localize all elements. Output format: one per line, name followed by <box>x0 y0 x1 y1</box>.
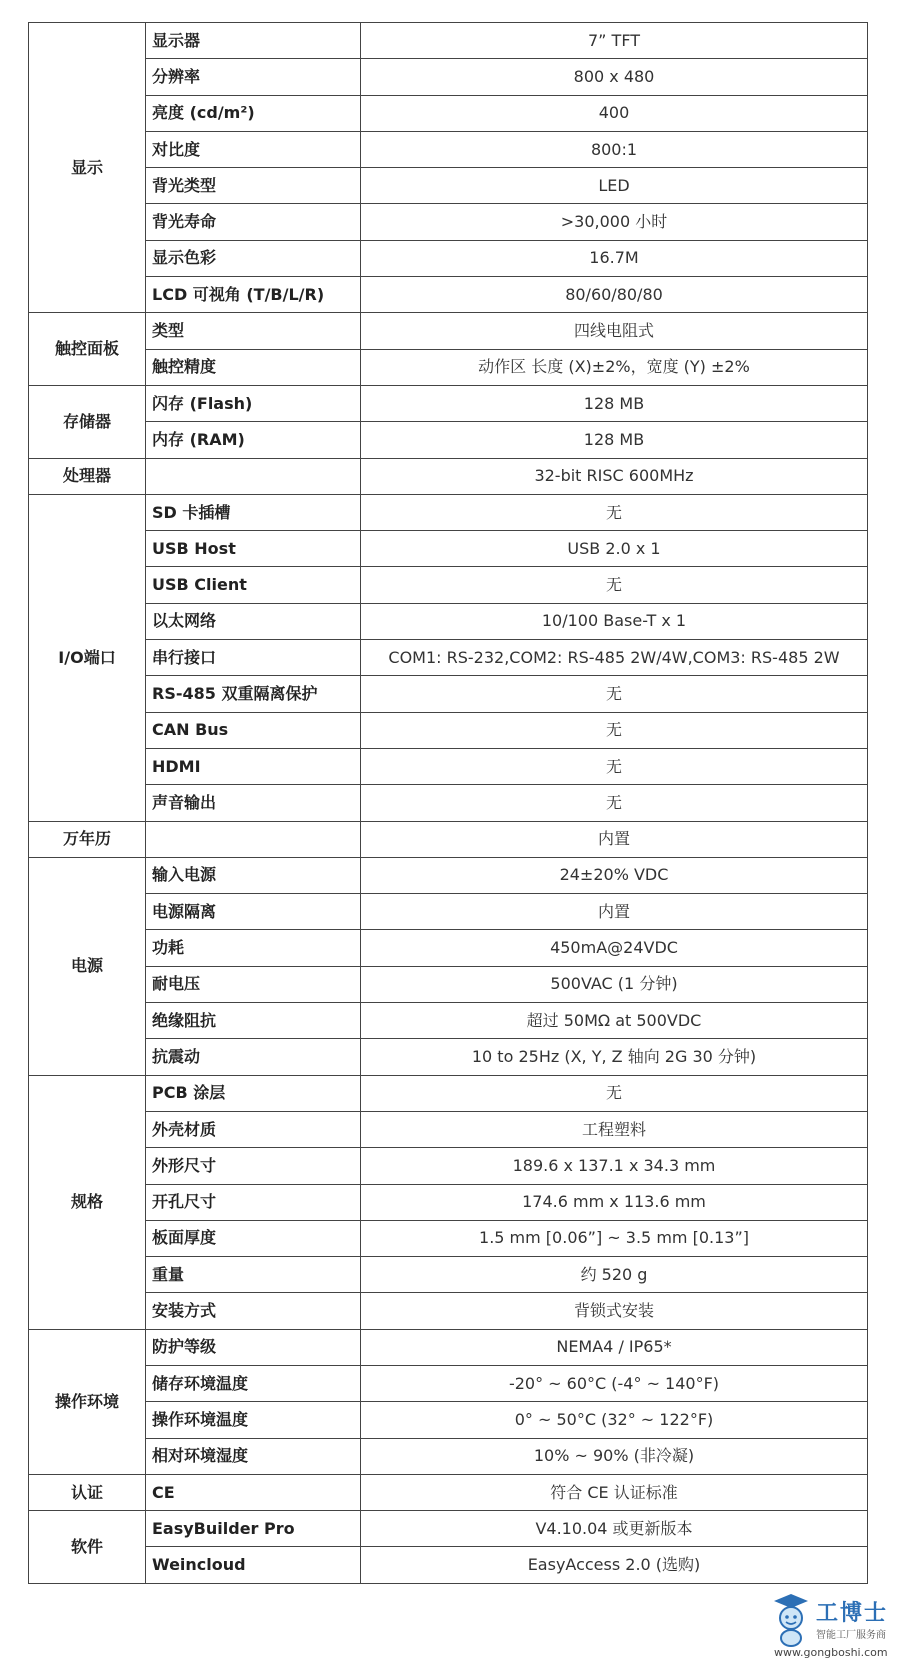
item-cell <box>146 458 361 494</box>
spec-row <box>29 277 868 313</box>
spec-row <box>29 1111 868 1147</box>
category-cell: 万年历 <box>29 821 146 857</box>
spec-row <box>29 494 868 530</box>
category-cell: I/O端口 <box>29 494 146 821</box>
spec-table <box>28 22 868 1584</box>
spec-row <box>29 1365 868 1401</box>
spec-row <box>29 930 868 966</box>
value-cell: 无 <box>361 712 868 748</box>
item-cell: 功耗 <box>146 930 361 966</box>
watermark-subtitle: 智能工厂服务商 <box>816 1630 886 1641</box>
item-cell: 操作环境温度 <box>146 1402 361 1438</box>
item-cell <box>146 821 361 857</box>
value-cell: 128 MB <box>361 385 868 421</box>
spec-row <box>29 349 868 385</box>
value-cell: 约 520 g <box>361 1257 868 1293</box>
item-cell: 显示器 <box>146 23 361 59</box>
item-cell: 背光类型 <box>146 168 361 204</box>
spec-row <box>29 131 868 167</box>
spec-row <box>29 458 868 494</box>
value-cell: EasyAccess 2.0 (选购) <box>361 1547 868 1583</box>
value-cell: 80/60/80/80 <box>361 277 868 313</box>
value-cell: >30,000 小时 <box>361 204 868 240</box>
item-cell: 重量 <box>146 1257 361 1293</box>
spec-row <box>29 385 868 421</box>
value-cell: 128 MB <box>361 422 868 458</box>
item-cell: 开孔尺寸 <box>146 1184 361 1220</box>
value-cell: 7” TFT <box>361 23 868 59</box>
mascot-logo-icon <box>768 1592 814 1648</box>
item-cell: 亮度 (cd/m²) <box>146 95 361 131</box>
item-cell: CE <box>146 1474 361 1510</box>
item-cell: RS-485 双重隔离保护 <box>146 676 361 712</box>
item-cell: 板面厚度 <box>146 1220 361 1256</box>
spec-row <box>29 168 868 204</box>
spec-row <box>29 1329 868 1365</box>
category-cell: 处理器 <box>29 458 146 494</box>
value-cell: -20° ~ 60°C (-4° ~ 140°F) <box>361 1365 868 1401</box>
watermark-brand: 工博士 <box>816 1600 889 1626</box>
value-cell: 四线电阻式 <box>361 313 868 349</box>
value-cell: 10 to 25Hz (X, Y, Z 轴向 2G 30 分钟) <box>361 1039 868 1075</box>
category-cell: 电源 <box>29 857 146 1075</box>
value-cell: 1.5 mm [0.06”] ~ 3.5 mm [0.13”] <box>361 1220 868 1256</box>
spec-row <box>29 59 868 95</box>
value-cell: V4.10.04 或更新版本 <box>361 1511 868 1547</box>
item-cell: 外壳材质 <box>146 1111 361 1147</box>
spec-row <box>29 712 868 748</box>
item-cell: 储存环境温度 <box>146 1365 361 1401</box>
spec-row <box>29 1257 868 1293</box>
item-cell: 串行接口 <box>146 640 361 676</box>
value-cell: 500VAC (1 分钟) <box>361 966 868 1002</box>
item-cell: PCB 涂层 <box>146 1075 361 1111</box>
item-cell: 对比度 <box>146 131 361 167</box>
value-cell: 800 x 480 <box>361 59 868 95</box>
value-cell: 10% ~ 90% (非冷凝) <box>361 1438 868 1474</box>
spec-row <box>29 894 868 930</box>
value-cell: LED <box>361 168 868 204</box>
spec-row <box>29 422 868 458</box>
spec-row <box>29 23 868 59</box>
item-cell: USB Host <box>146 531 361 567</box>
value-cell: 32-bit RISC 600MHz <box>361 458 868 494</box>
spec-row <box>29 313 868 349</box>
category-cell: 软件 <box>29 1511 146 1584</box>
spec-row <box>29 603 868 639</box>
spec-row <box>29 95 868 131</box>
spec-row <box>29 640 868 676</box>
spec-row <box>29 1075 868 1111</box>
item-cell: 相对环境湿度 <box>146 1438 361 1474</box>
item-cell: 耐电压 <box>146 966 361 1002</box>
spec-row <box>29 821 868 857</box>
item-cell: LCD 可视角 (T/B/L/R) <box>146 277 361 313</box>
spec-row <box>29 204 868 240</box>
item-cell: 背光寿命 <box>146 204 361 240</box>
spec-row <box>29 531 868 567</box>
spec-row <box>29 1148 868 1184</box>
category-cell: 显示 <box>29 23 146 313</box>
spec-row <box>29 1220 868 1256</box>
item-cell: EasyBuilder Pro <box>146 1511 361 1547</box>
item-cell: CAN Bus <box>146 712 361 748</box>
item-cell: 类型 <box>146 313 361 349</box>
spec-row <box>29 1003 868 1039</box>
item-cell: 绝缘阻抗 <box>146 1003 361 1039</box>
category-cell: 操作环境 <box>29 1329 146 1474</box>
item-cell: 显示色彩 <box>146 240 361 276</box>
spec-row <box>29 1039 868 1075</box>
value-cell: 无 <box>361 748 868 784</box>
value-cell: 超过 50MΩ at 500VDC <box>361 1003 868 1039</box>
value-cell: 内置 <box>361 821 868 857</box>
spec-row <box>29 240 868 276</box>
item-cell: 触控精度 <box>146 349 361 385</box>
item-cell: 外形尺寸 <box>146 1148 361 1184</box>
value-cell: 450mA@24VDC <box>361 930 868 966</box>
item-cell: 抗震动 <box>146 1039 361 1075</box>
item-cell: 输入电源 <box>146 857 361 893</box>
spec-row <box>29 966 868 1002</box>
item-cell: HDMI <box>146 748 361 784</box>
item-cell: 分辨率 <box>146 59 361 95</box>
item-cell: 安装方式 <box>146 1293 361 1329</box>
spec-row <box>29 1438 868 1474</box>
item-cell: Weincloud <box>146 1547 361 1583</box>
category-cell: 存储器 <box>29 385 146 458</box>
value-cell: 符合 CE 认证标准 <box>361 1474 868 1510</box>
spec-row <box>29 1184 868 1220</box>
item-cell: 声音输出 <box>146 785 361 821</box>
spec-row <box>29 1547 868 1583</box>
value-cell: 动作区 长度 (X)±2%，宽度 (Y) ±2% <box>361 349 868 385</box>
value-cell: 无 <box>361 676 868 712</box>
value-cell: 400 <box>361 95 868 131</box>
value-cell: 无 <box>361 1075 868 1111</box>
spec-row <box>29 567 868 603</box>
value-cell: 无 <box>361 785 868 821</box>
item-cell: 闪存 (Flash) <box>146 385 361 421</box>
item-cell: 以太网络 <box>146 603 361 639</box>
category-cell: 规格 <box>29 1075 146 1329</box>
spec-row <box>29 1293 868 1329</box>
spec-table-body <box>29 23 868 1584</box>
spec-row <box>29 1511 868 1547</box>
watermark <box>764 1592 890 1664</box>
spec-row <box>29 785 868 821</box>
value-cell: NEMA4 / IP65* <box>361 1329 868 1365</box>
value-cell: 背锁式安装 <box>361 1293 868 1329</box>
value-cell: 无 <box>361 567 868 603</box>
value-cell: 174.6 mm x 113.6 mm <box>361 1184 868 1220</box>
value-cell: 24±20% VDC <box>361 857 868 893</box>
value-cell: 无 <box>361 494 868 530</box>
value-cell: USB 2.0 x 1 <box>361 531 868 567</box>
value-cell: 工程塑料 <box>361 1111 868 1147</box>
value-cell: 16.7M <box>361 240 868 276</box>
value-cell: 800:1 <box>361 131 868 167</box>
value-cell: 0° ~ 50°C (32° ~ 122°F) <box>361 1402 868 1438</box>
item-cell: 内存 (RAM) <box>146 422 361 458</box>
item-cell: USB Client <box>146 567 361 603</box>
category-cell: 认证 <box>29 1474 146 1510</box>
category-cell: 触控面板 <box>29 313 146 386</box>
watermark-url: www.gongboshi.com <box>774 1646 888 1659</box>
spec-row <box>29 1474 868 1510</box>
item-cell: 防护等级 <box>146 1329 361 1365</box>
spec-row <box>29 857 868 893</box>
value-cell: 189.6 x 137.1 x 34.3 mm <box>361 1148 868 1184</box>
spec-row <box>29 748 868 784</box>
value-cell: 内置 <box>361 894 868 930</box>
value-cell: 10/100 Base-T x 1 <box>361 603 868 639</box>
item-cell: SD 卡插槽 <box>146 494 361 530</box>
spec-row <box>29 676 868 712</box>
spec-row <box>29 1402 868 1438</box>
item-cell: 电源隔离 <box>146 894 361 930</box>
value-cell: COM1: RS-232,COM2: RS-485 2W/4W,COM3: RS-485 2W <box>361 640 868 676</box>
